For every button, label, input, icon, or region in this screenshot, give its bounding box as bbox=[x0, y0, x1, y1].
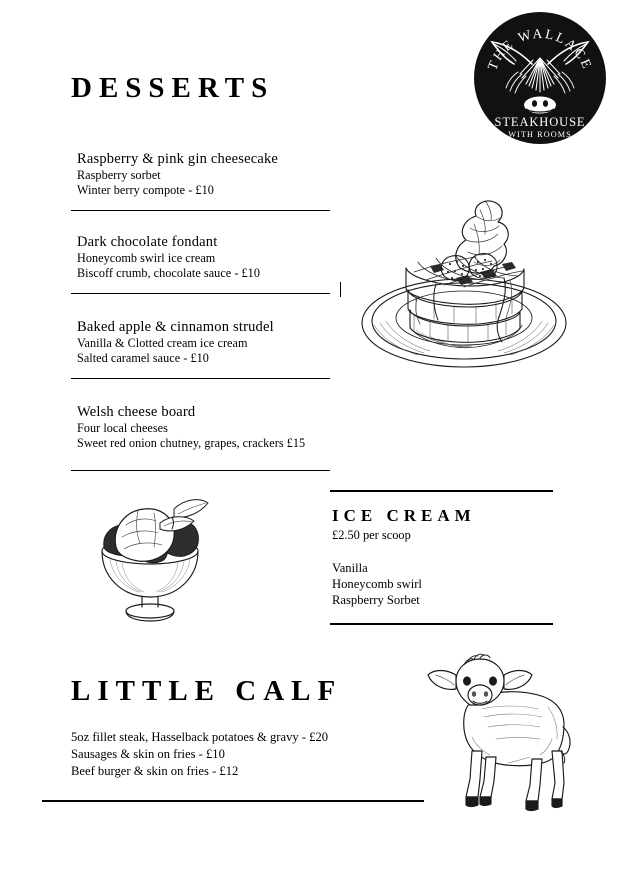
ice-cream-price-line: £2.50 per scoop bbox=[332, 528, 411, 542]
bottom-rule bbox=[42, 800, 424, 802]
ice-cream-flavour-raspberry-sorbet: Raspberry Sorbet bbox=[332, 593, 420, 607]
item-name: Welsh cheese board bbox=[77, 404, 196, 420]
divider-after-fondant bbox=[71, 293, 330, 294]
calf-illustration bbox=[412, 647, 598, 813]
little-calf-item-sausages: Sausages & skin on fries - £10 bbox=[71, 747, 225, 761]
ice-cream-sundae-illustration bbox=[86, 481, 214, 624]
logo-arc-text: THE WALLACE bbox=[484, 25, 596, 73]
ice-cream-bottom-rule bbox=[330, 623, 553, 625]
item-description-line-2: Salted caramel sauce - £10 bbox=[77, 351, 209, 365]
logo-steakhouse-text: STEAKHOUSE bbox=[494, 115, 586, 129]
divider-after-strudel bbox=[71, 378, 330, 379]
item-name: Dark chocolate fondant bbox=[77, 234, 218, 250]
waffle-dessert-illustration bbox=[352, 192, 576, 378]
divider-after-cheesecake bbox=[71, 210, 330, 211]
ice-cream-flavour-honeycomb-swirl: Honeycomb swirl bbox=[332, 577, 422, 591]
item-description-line-2: Biscoff crumb, chocolate sauce - £10 bbox=[77, 266, 260, 280]
menu-item-chocolate-fondant bbox=[77, 234, 377, 281]
item-description-line-1: Honeycomb swirl ice cream bbox=[77, 251, 216, 265]
item-name: Baked apple & cinnamon strudel bbox=[77, 319, 274, 335]
logo-with-rooms-text: WITH ROOMS bbox=[508, 130, 572, 139]
menu-item-welsh-cheese-board bbox=[77, 404, 377, 451]
menu-item-apple-strudel bbox=[77, 319, 377, 366]
item-description-line-1: Raspberry sorbet bbox=[77, 168, 161, 182]
item-description-line-1: Four local cheeses bbox=[77, 421, 168, 435]
item-description-line-1: Vanilla & Clotted cream ice cream bbox=[77, 336, 248, 350]
item-description-line-2: Sweet red onion chutney, grapes, crackers £15 bbox=[77, 436, 306, 450]
item-description-line-2: Winter berry compote - £10 bbox=[77, 183, 214, 197]
vertical-tick-mark bbox=[340, 282, 341, 297]
ice-cream-heading: ICE CREAM bbox=[332, 506, 476, 525]
wallace-steakhouse-logo bbox=[470, 8, 610, 148]
little-calf-item-fillet-steak: 5oz fillet steak, Hasselback potatoes & gravy - £20 bbox=[71, 730, 329, 744]
ice-cream-flavour-vanilla: Vanilla bbox=[332, 561, 368, 575]
divider-after-cheese-board bbox=[71, 470, 330, 471]
little-calf-item-beef-burger: Beef burger & skin on fries - £12 bbox=[71, 764, 239, 778]
desserts-heading: DESSERTS bbox=[71, 72, 275, 104]
item-name: Raspberry & pink gin cheesecake bbox=[77, 151, 279, 167]
menu-item-cheesecake bbox=[77, 151, 377, 198]
little-calf-heading: LITTLE CALF bbox=[71, 675, 343, 707]
ice-cream-top-rule bbox=[330, 490, 553, 492]
